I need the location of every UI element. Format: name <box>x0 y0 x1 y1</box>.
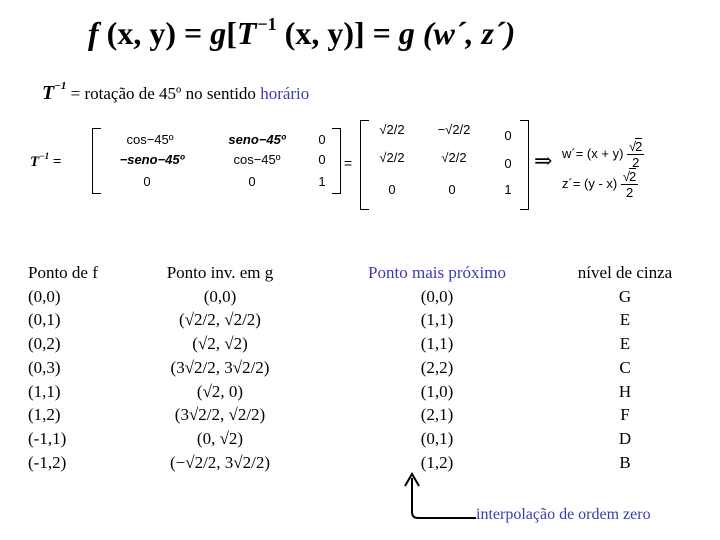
matrix-cell: 0 <box>143 174 151 189</box>
matrix-cell: −√2/2 <box>437 122 471 137</box>
table-cell: (0,2) <box>28 334 61 354</box>
definition-highlight: horário <box>260 84 310 103</box>
inner-args: (x, y)] = <box>284 15 399 51</box>
f-args: (x, y) = <box>106 15 211 51</box>
column-header: nível de cinza <box>577 263 673 282</box>
table-cell: G <box>618 286 632 306</box>
rotation-definition <box>42 80 309 105</box>
table-cell: (0, √2) <box>196 428 244 448</box>
table-cell: (-1,1) <box>28 428 67 448</box>
right-matrix-bracket-right <box>520 120 529 210</box>
matrix-label: $T^{-1}$ = <box>30 151 62 170</box>
left-matrix <box>92 128 342 194</box>
table-cell: D <box>618 428 632 448</box>
matrix-cell: −seno−45º <box>119 152 185 167</box>
g2-symbol: g <box>398 15 415 51</box>
matrix-cell: √2/2 <box>379 122 405 137</box>
table-cell: (1,2) <box>28 405 61 425</box>
matrix-cell: 0 <box>504 128 512 143</box>
matrix-cell: seno−45º <box>228 132 286 147</box>
matrix-cell: 1 <box>318 174 326 189</box>
table-cell: (√2, √2) <box>192 334 248 354</box>
table-cell: (-1,2) <box>28 452 67 472</box>
table-cell: (2,1) <box>420 405 454 425</box>
matrix-cell: √2/2 <box>441 150 467 165</box>
table-cell: (0,0) <box>420 286 454 306</box>
table-cell: (0,1) <box>28 310 61 330</box>
table-cell: (1,1) <box>420 310 454 330</box>
column-header: Ponto de f <box>28 263 98 282</box>
table-cell: (1,1) <box>28 381 61 401</box>
table-cell: (3√2/2, √2/2) <box>174 405 266 425</box>
table-cell: (1,2) <box>420 452 454 472</box>
table-cell: H <box>618 381 632 401</box>
column-ponto-proximo <box>348 261 526 474</box>
main-formula: f (x, $y) = g[T^{-1}$ (x, y)] = g (w´, z´) <box>88 14 516 51</box>
f-symbol: f <box>88 15 99 51</box>
table-cell: (3√2/2, 3√2/2) <box>170 357 270 377</box>
table-cell: (1,1) <box>420 334 454 354</box>
table-cell: (0,1) <box>420 428 454 448</box>
table-cell: (0,3) <box>28 357 61 377</box>
table-cell: (√2, 0) <box>196 381 244 401</box>
matrix-equals: = <box>344 155 353 171</box>
g2-args: (w´, z´) <box>422 15 516 51</box>
matrix-cell: √2/2 <box>379 150 405 165</box>
matrix-cell: 0 <box>318 132 326 147</box>
matrix-cell: 0 <box>388 182 396 197</box>
note-interpolation: interpolação de ordem zero <box>476 506 651 523</box>
table-cell: (−√2/2, 3√2/2) <box>169 452 271 472</box>
right-matrix-bracket-left <box>360 120 369 210</box>
column-header: Ponto inv. em g <box>166 263 274 282</box>
t-inverse-label: $T^{-1}$ <box>42 80 67 104</box>
table-cell: E <box>619 310 631 330</box>
matrix-cell: 0 <box>448 182 456 197</box>
implies-arrow-icon: ⇒ <box>534 148 553 173</box>
table-cell: C <box>619 357 631 377</box>
result-w: w´= (x + y) $\frac{√2}{2}$ <box>562 139 643 170</box>
g-symbol: g <box>210 15 227 51</box>
result-z: z´= (y - x) $\frac{√2}{2}$ <box>562 169 637 200</box>
matrix-cell: cos−45º <box>233 152 281 167</box>
left-matrix-bracket-right <box>332 128 341 194</box>
column-nivel-cinza <box>565 261 685 474</box>
t-superscript: −1 <box>257 14 277 34</box>
table-cell: (√2/2, √2/2) <box>179 310 261 330</box>
table-cell: (0,0) <box>203 286 237 306</box>
table-cell: E <box>619 334 631 354</box>
table-cell: B <box>619 452 631 472</box>
table-cell: F <box>620 405 630 425</box>
matrix-cell: cos−45º <box>126 132 174 147</box>
matrix-cell: 0 <box>318 152 326 167</box>
left-matrix-bracket-left <box>92 128 101 194</box>
table-cell: (0,0) <box>28 286 61 306</box>
column-ponto-inv <box>150 261 290 474</box>
column-ponto-de-f <box>28 261 98 474</box>
t-symbol: T <box>236 15 257 51</box>
definition-text: = rotação de 45º no sentido <box>70 84 261 103</box>
right-matrix <box>360 120 530 210</box>
table-cell: (1,0) <box>420 381 454 401</box>
matrix-cell: 0 <box>248 174 256 189</box>
matrix-cell: 0 <box>504 156 512 171</box>
table-cell: (2,2) <box>420 357 454 377</box>
column-header: Ponto mais próximo <box>368 263 506 282</box>
matrix-cell: 1 <box>504 182 512 197</box>
